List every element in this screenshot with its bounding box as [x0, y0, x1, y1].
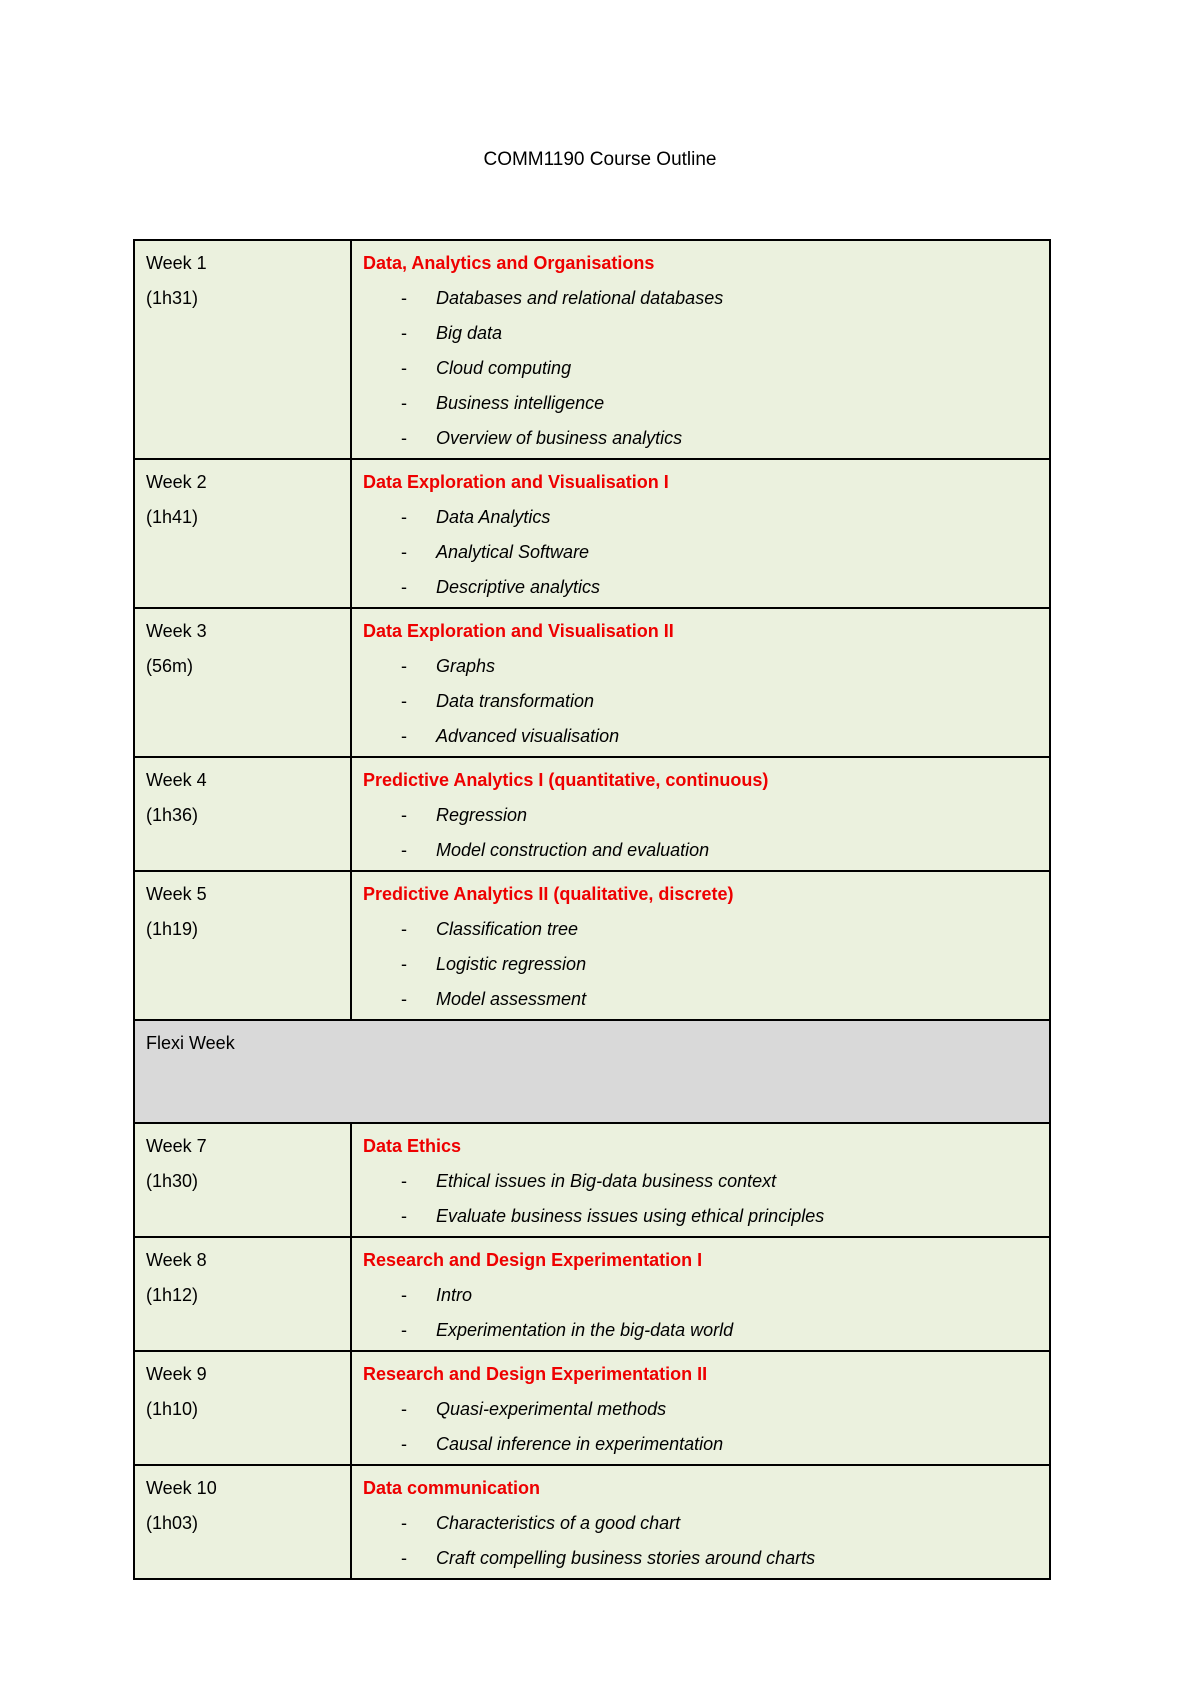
course-outline-body — [134, 240, 1050, 1579]
week-cell — [134, 1237, 351, 1351]
subtopic-list — [363, 500, 1039, 605]
topic-cell — [351, 240, 1050, 459]
list-dash-marker: - — [401, 989, 407, 1009]
subtopic-text: Characteristics of a good chart — [436, 1513, 681, 1533]
week-row — [134, 1351, 1050, 1465]
list-dash-marker: - — [401, 323, 407, 343]
subtopic-text: Classification tree — [436, 919, 579, 939]
subtopic-item — [363, 421, 1039, 456]
subtopic-text: Business intelligence — [436, 393, 605, 413]
subtopic-text: Databases and relational databases — [436, 288, 724, 308]
subtopic-text: Descriptive analytics — [436, 577, 601, 597]
course-outline-table — [133, 239, 1051, 1580]
subtopic-list — [363, 798, 1039, 868]
subtopic-list — [363, 1278, 1039, 1348]
topic-cell — [351, 757, 1050, 871]
subtopic-item — [363, 833, 1039, 868]
topic-title: Data Exploration and Visualisation II — [363, 621, 674, 641]
subtopic-item — [363, 386, 1039, 421]
subtopic-text: Model construction and evaluation — [436, 840, 710, 860]
subtopic-list — [363, 1506, 1039, 1576]
topic-cell — [351, 1465, 1050, 1579]
list-dash-marker: - — [401, 1285, 407, 1305]
subtopic-item — [363, 798, 1039, 833]
subtopic-item — [363, 1313, 1039, 1348]
week-duration: (1h19) — [146, 919, 199, 939]
subtopic-text: Data Analytics — [436, 507, 551, 527]
subtopic-list — [363, 1392, 1039, 1462]
week-row — [134, 459, 1050, 608]
topic-cell — [351, 459, 1050, 608]
subtopic-text: Overview of business analytics — [436, 428, 683, 448]
topic-title: Data, Analytics and Organisations — [363, 253, 655, 273]
subtopic-item — [363, 1506, 1039, 1541]
subtopic-item — [363, 1392, 1039, 1427]
week-row — [134, 1237, 1050, 1351]
subtopic-item — [363, 1199, 1039, 1234]
subtopic-list — [363, 912, 1039, 1017]
list-dash-marker: - — [401, 726, 407, 746]
week-label: Week 9 — [146, 1364, 207, 1384]
week-row — [134, 1123, 1050, 1237]
week-label: Week 1 — [146, 253, 207, 273]
subtopic-item — [363, 570, 1039, 605]
topic-title: Predictive Analytics I (quantitative, continuous) — [363, 770, 769, 790]
week-label: Week 2 — [146, 472, 207, 492]
list-dash-marker: - — [401, 288, 407, 308]
list-dash-marker: - — [401, 507, 407, 527]
week-row — [134, 240, 1050, 459]
list-dash-marker: - — [401, 919, 407, 939]
week-row — [134, 608, 1050, 757]
subtopic-list — [363, 1164, 1039, 1234]
week-cell — [134, 1351, 351, 1465]
list-dash-marker: - — [401, 656, 407, 676]
week-label: Week 4 — [146, 770, 207, 790]
subtopic-item — [363, 535, 1039, 570]
subtopic-text: Causal inference in experimentation — [436, 1434, 724, 1454]
topic-title: Predictive Analytics II (qualitative, discrete) — [363, 884, 734, 904]
subtopic-item — [363, 500, 1039, 535]
flexi-week-cell — [134, 1020, 1050, 1123]
subtopic-item — [363, 649, 1039, 684]
subtopic-text: Quasi-experimental methods — [436, 1399, 667, 1419]
week-row — [134, 871, 1050, 1020]
flexi-week-row — [134, 1020, 1050, 1123]
subtopic-item — [363, 1278, 1039, 1313]
list-dash-marker: - — [401, 358, 407, 378]
list-dash-marker: - — [401, 577, 407, 597]
subtopic-text: Cloud computing — [436, 358, 572, 378]
week-duration: (1h12) — [146, 1285, 199, 1305]
subtopic-item — [363, 912, 1039, 947]
week-label: Week 7 — [146, 1136, 207, 1156]
list-dash-marker: - — [401, 428, 407, 448]
list-dash-marker: - — [401, 1320, 407, 1340]
week-label: Week 10 — [146, 1478, 217, 1498]
subtopic-text: Advanced visualisation — [436, 726, 620, 746]
subtopic-text: Big data — [436, 323, 503, 343]
list-dash-marker: - — [401, 1434, 407, 1454]
topic-title: Data Exploration and Visualisation I — [363, 472, 669, 492]
subtopic-item — [363, 719, 1039, 754]
page-title: COMM1190 Course Outline — [483, 149, 717, 170]
week-duration: (1h30) — [146, 1171, 199, 1191]
subtopic-text: Experimentation in the big-data world — [436, 1320, 734, 1340]
list-dash-marker: - — [401, 954, 407, 974]
subtopic-text: Model assessment — [436, 989, 587, 1009]
week-duration: (56m) — [146, 656, 194, 676]
subtopic-text: Ethical issues in Big-data business context — [436, 1171, 777, 1191]
subtopic-text: Data transformation — [436, 691, 595, 711]
subtopic-item — [363, 351, 1039, 386]
week-row — [134, 757, 1050, 871]
list-dash-marker: - — [401, 1399, 407, 1419]
list-dash-marker: - — [401, 1513, 407, 1533]
subtopic-list — [363, 281, 1039, 456]
week-cell — [134, 1465, 351, 1579]
week-duration: (1h10) — [146, 1399, 199, 1419]
list-dash-marker: - — [401, 1548, 407, 1568]
week-duration: (1h31) — [146, 288, 199, 308]
week-duration: (1h41) — [146, 507, 199, 527]
subtopic-item — [363, 1164, 1039, 1199]
subtopic-item — [363, 982, 1039, 1017]
topic-cell — [351, 1351, 1050, 1465]
subtopic-text: Analytical Software — [436, 542, 590, 562]
week-cell — [134, 608, 351, 757]
subtopic-item — [363, 1427, 1039, 1462]
week-cell — [134, 757, 351, 871]
week-cell — [134, 1123, 351, 1237]
list-dash-marker: - — [401, 542, 407, 562]
subtopic-text: Craft compelling business stories around charts — [436, 1548, 816, 1568]
list-dash-marker: - — [401, 1171, 407, 1191]
topic-cell — [351, 871, 1050, 1020]
list-dash-marker: - — [401, 691, 407, 711]
week-cell — [134, 240, 351, 459]
subtopic-item — [363, 281, 1039, 316]
subtopic-text: Intro — [436, 1285, 473, 1305]
list-dash-marker: - — [401, 805, 407, 825]
topic-title: Research and Design Experimentation II — [363, 1364, 708, 1384]
week-label: Week 3 — [146, 621, 207, 641]
topic-cell — [351, 608, 1050, 757]
week-row — [134, 1465, 1050, 1579]
flexi-week-label: Flexi Week — [146, 1033, 235, 1053]
topic-cell — [351, 1123, 1050, 1237]
week-cell — [134, 459, 351, 608]
subtopic-text: Graphs — [436, 656, 496, 676]
topic-title: Data Ethics — [363, 1136, 462, 1156]
week-cell — [134, 871, 351, 1020]
week-duration: (1h36) — [146, 805, 199, 825]
list-dash-marker: - — [401, 393, 407, 413]
week-duration: (1h03) — [146, 1513, 199, 1533]
subtopic-item — [363, 947, 1039, 982]
topic-title: Research and Design Experimentation I — [363, 1250, 703, 1270]
list-dash-marker: - — [401, 1206, 407, 1226]
subtopic-text: Evaluate business issues using ethical principles — [436, 1206, 825, 1226]
topic-title: Data communication — [363, 1478, 541, 1498]
subtopic-item — [363, 316, 1039, 351]
list-dash-marker: - — [401, 840, 407, 860]
week-label: Week 5 — [146, 884, 207, 904]
subtopic-item — [363, 684, 1039, 719]
subtopic-text: Regression — [436, 805, 528, 825]
subtopic-list — [363, 649, 1039, 754]
topic-cell — [351, 1237, 1050, 1351]
subtopic-item — [363, 1541, 1039, 1576]
week-label: Week 8 — [146, 1250, 207, 1270]
subtopic-text: Logistic regression — [436, 954, 587, 974]
